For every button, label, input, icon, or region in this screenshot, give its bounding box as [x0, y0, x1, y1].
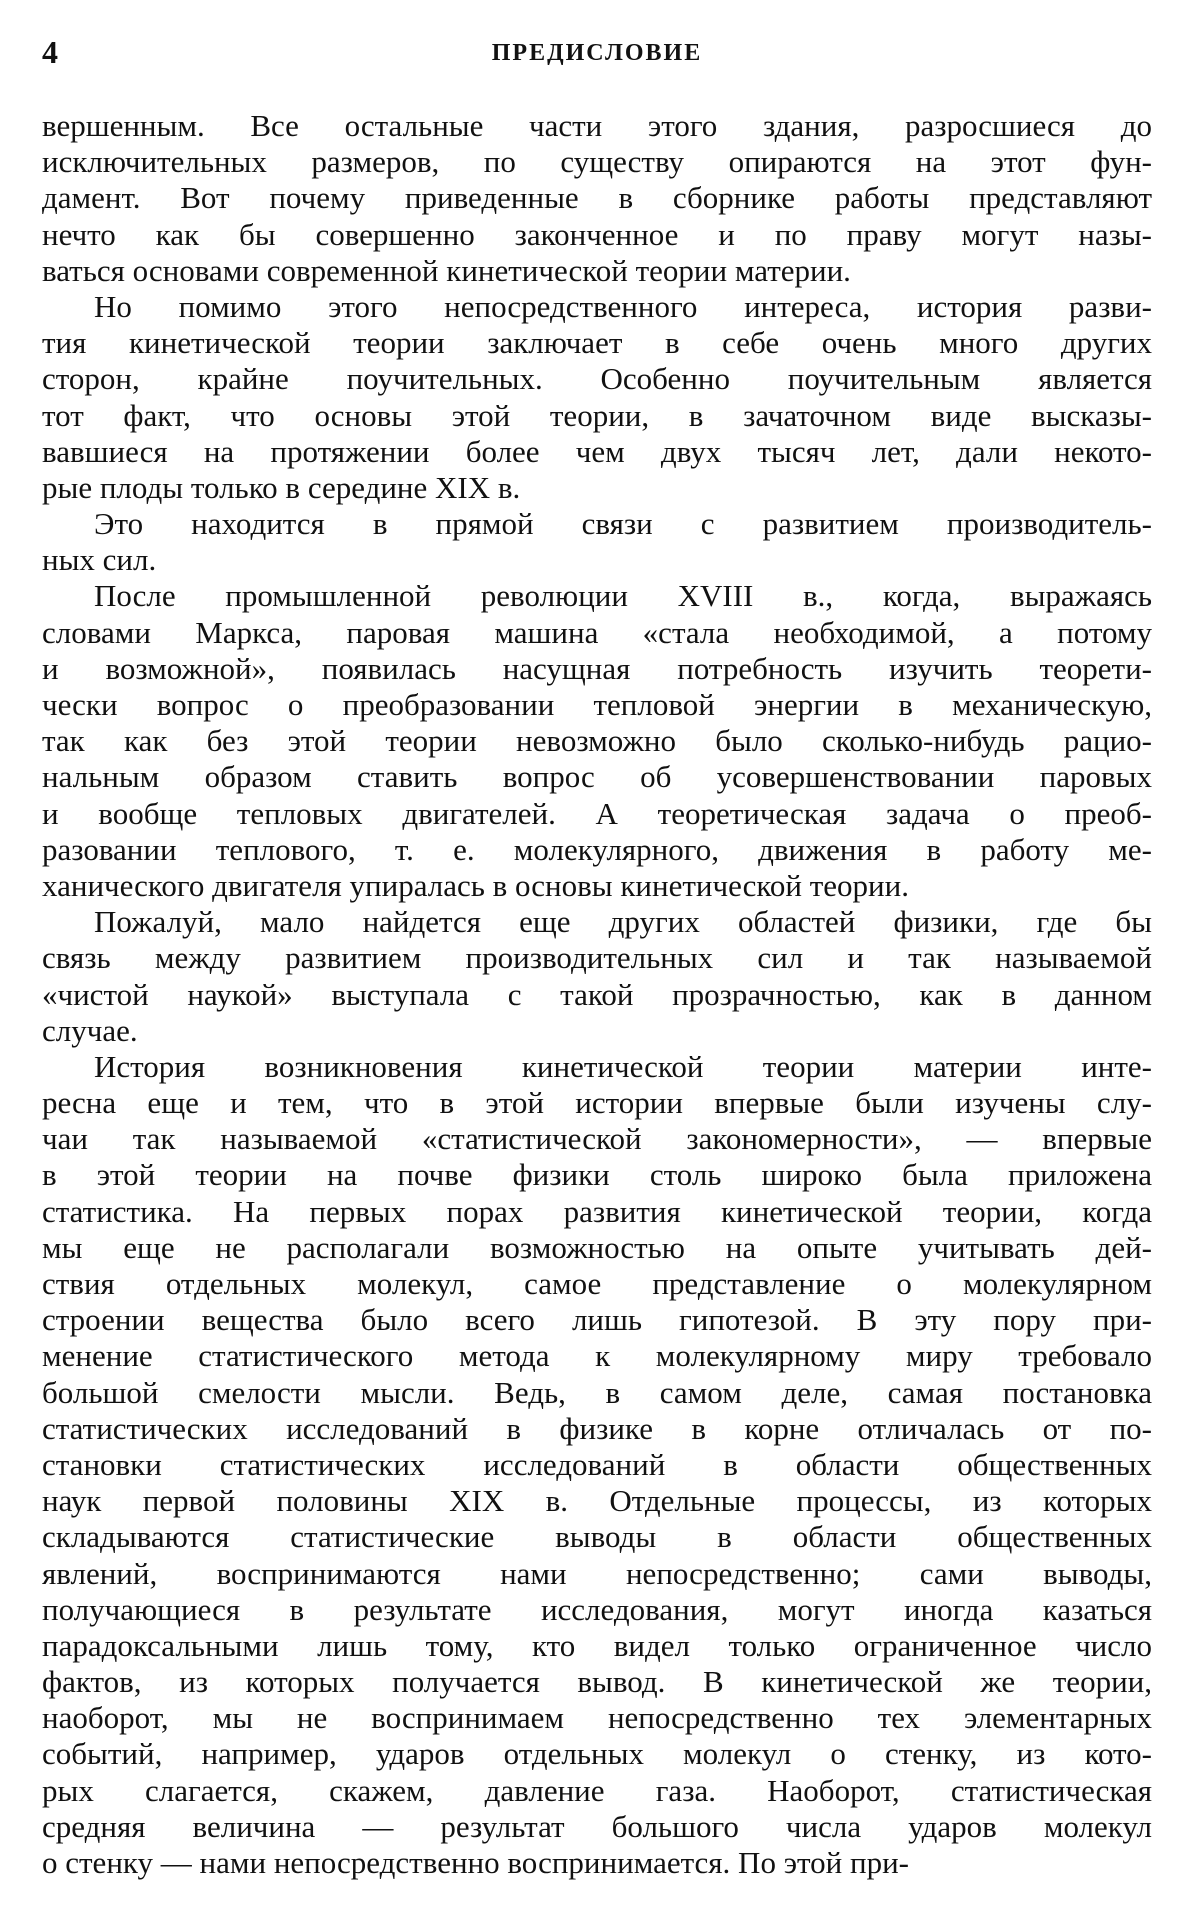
text-line: «чистой наукой» выступала с такой прозрачностью, как в данном: [42, 976, 1152, 1012]
text-line: в этой теории на почве физики столь широко была приложена: [42, 1157, 1152, 1193]
text-line: получающиеся в результате исследования, могут иногда казаться: [42, 1591, 1152, 1627]
page-number: 4: [42, 34, 58, 70]
text-line: строении вещества было всего лишь гипотезой. В эту пору при-: [42, 1302, 1152, 1338]
text-line: и вообще тепловых двигателей. А теоретическая задача о преоб-: [42, 795, 1152, 831]
text-line: статистических исследований в физике в корне отличалась от по-: [42, 1410, 1152, 1446]
text-line: чаи так называемой «статистической закономерности», — впервые: [42, 1121, 1152, 1157]
text-line: сторон, крайне поучительных. Особенно поучительным является: [42, 361, 1152, 397]
text-line: рых слагается, скажем, давление газа. Наоборот, статистическая: [42, 1772, 1152, 1808]
text-line: вершенным. Все остальные части этого здания, разросшиеся до: [42, 108, 1152, 143]
text-line: мы еще не располагали возможностью на опыте учитывать дей-: [42, 1229, 1152, 1265]
text-line: Но помимо этого непосредственного интереса, история разви-: [94, 288, 1152, 324]
text-line: словами Маркса, паровая машина «стала необходимой, а потому: [42, 614, 1152, 650]
text-line: рые плоды только в середине XIX в.: [42, 469, 521, 505]
book-page: [42, 34, 1152, 1881]
text-line: статистика. На первых порах развития кинетической теории, когда: [42, 1193, 1152, 1229]
text-line: нальным образом ставить вопрос об усовершенствовании паровых: [42, 759, 1152, 795]
text-line: явлений, воспринимаются нами непосредственно; сами выводы,: [42, 1555, 1152, 1591]
text-line: Это находится в прямой связи с развитием производитель-: [94, 506, 1152, 542]
text-line: История возникновения кинетической теории материи инте-: [94, 1048, 1152, 1084]
text-line: чески вопрос о преобразовании тепловой энергии в механическую,: [42, 687, 1152, 722]
text-line: парадоксальными лишь тому, кто видел только ограниченное число: [42, 1627, 1152, 1663]
text-line: фактов, из которых получается вывод. В кинетической же теории,: [42, 1664, 1152, 1700]
text-line: большой смелости мысли. Ведь, в самом деле, самая постановка: [42, 1374, 1152, 1410]
text-line: нечто как бы совершенно законченное и по праву могут назы-: [42, 216, 1152, 252]
text-line: становки статистических исследований в области общественных: [42, 1446, 1152, 1482]
text-line: ствия отдельных молекул, самое представление о молекулярном: [42, 1266, 1152, 1301]
text-line: и возможной», появилась насущная потребность изучить теорети-: [42, 650, 1152, 686]
text-line: наук первой половины XIX в. Отдельные процессы, из которых: [42, 1483, 1152, 1519]
running-head: ПРЕДИСЛОВИЕ: [491, 40, 703, 66]
text-line: После промышленной революции XVIII в., когда, выражаясь: [94, 578, 1152, 614]
text-line: связь между развитием производительных сил и так называемой: [42, 940, 1152, 976]
text-line: ных сил.: [42, 542, 157, 578]
text-line: событий, например, ударов отдельных молекул о стенку, из кото-: [42, 1736, 1152, 1772]
text-line: ресна еще и тем, что в этой истории впервые были изучены слу-: [42, 1085, 1152, 1121]
text-line: менение статистического метода к молекулярному миру требовало: [42, 1338, 1152, 1374]
text-line: средняя величина — результат большого числа ударов молекул: [42, 1808, 1152, 1844]
text-line: наоборот, мы не воспринимаем непосредственно тех элементарных: [42, 1700, 1152, 1736]
text-line: так как без этой теории невозможно было сколько-нибудь рацио-: [42, 723, 1152, 759]
text-line: разовании теплового, т. е. молекулярного, движения в работу ме-: [42, 831, 1152, 867]
body-text: [42, 108, 1152, 1881]
text-line: тия кинетической теории заключает в себе очень много других: [42, 325, 1152, 361]
text-line: ханического двигателя упиралась в основы кинетической теории.: [42, 867, 909, 903]
text-line: ваться основами современной кинетической теории материи.: [42, 252, 851, 288]
text-line: тот факт, что основы этой теории, в зачаточном виде высказы-: [42, 397, 1152, 433]
text-line: о стенку — нами непосредственно воспринимается. По этой при-: [42, 1845, 909, 1880]
text-line: случае.: [42, 1012, 138, 1048]
text-line: складываются статистические выводы в области общественных: [42, 1519, 1152, 1555]
text-line: дамент. Вот почему приведенные в сборнике работы представляют: [42, 180, 1152, 216]
page-header: [42, 34, 1152, 70]
text-line: исключительных размеров, по существу опираются на этот фун-: [42, 144, 1152, 180]
text-line: Пожалуй, мало найдется еще других областей физики, где бы: [94, 904, 1152, 940]
text-line: вавшиеся на протяжении более чем двух тысяч лет, дали некото-: [42, 433, 1152, 469]
